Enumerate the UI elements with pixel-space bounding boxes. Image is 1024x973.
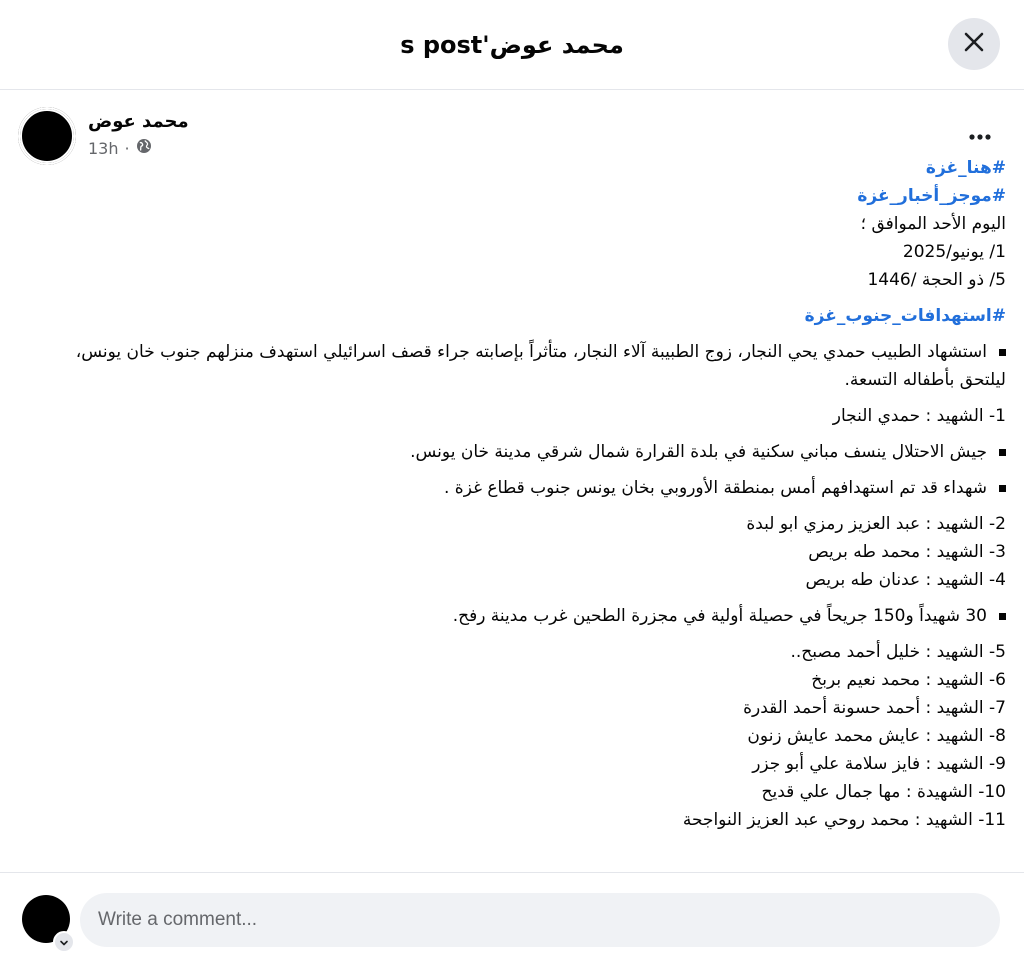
- modal-title: محمد عوض's post: [400, 31, 624, 59]
- martyr-line: 7- الشهيد : أحمد حسونة أحمد القدرة: [743, 698, 1006, 718]
- post-scroll-area[interactable]: [0, 90, 1024, 872]
- bullet-text: 30 شهيداً و150 جريحاً في حصيلة أولية في مجزرة الطحين غرب مدينة رفح.: [452, 606, 987, 626]
- close-button[interactable]: [948, 18, 1000, 70]
- bullet-text: شهداء قد تم استهدافهم أمس بمنطقة الأوروبي بخان يونس جنوب قطاع غزة .: [443, 478, 987, 498]
- chevron-down-icon: [59, 933, 69, 952]
- post-text-line: 1/ يونيو/2025: [902, 242, 1006, 262]
- martyr-line: 11- الشهيد : محمد روحي عبد العزيز النواجحة: [682, 810, 1006, 830]
- martyr-line: 6- الشهيد : محمد نعيم بربخ: [811, 670, 1006, 690]
- meta-separator: ·: [124, 139, 130, 158]
- martyr-line: 1- الشهيد : حمدي النجار: [832, 406, 1006, 426]
- close-icon: [962, 30, 986, 58]
- martyr-line: 10- الشهيدة : مها جمال علي قديح: [761, 782, 1006, 802]
- bullet-item: [40, 602, 1006, 630]
- martyr-line: 2- الشهيد : عبد العزيز رمزي ابو لبدة: [746, 514, 1006, 534]
- hashtag-link[interactable]: #هنا_غزة: [925, 158, 1006, 178]
- comment-input[interactable]: [80, 893, 1000, 947]
- bullet-item: [40, 438, 1006, 466]
- modal-header: [0, 0, 1024, 90]
- martyr-line: 9- الشهيد : فايز سلامة علي أبو جزر: [752, 754, 1006, 774]
- post-body: [40, 154, 1006, 834]
- martyr-line: 8- الشهيد : عايش محمد عايش زنون: [747, 726, 1006, 746]
- profile-switch-button[interactable]: [53, 931, 75, 953]
- bullet-square-icon: [999, 349, 1006, 356]
- hashtag-link[interactable]: #موجز_أخبار_غزة: [857, 186, 1006, 206]
- bullet-square-icon: [999, 449, 1006, 456]
- bullet-square-icon: [999, 613, 1006, 620]
- bullet-square-icon: [999, 485, 1006, 492]
- more-options-button[interactable]: [958, 120, 1002, 148]
- martyr-line: 3- الشهيد : محمد طه بريص: [808, 542, 1006, 562]
- more-icon: [968, 125, 992, 144]
- post-text-line: 5/ ذو الحجة /1446: [867, 270, 1006, 290]
- bullet-item: [40, 338, 1006, 394]
- bullet-text: جيش الاحتلال ينسف مباني سكنية في بلدة القرارة شمال شرقي مدينة خان يونس.: [410, 442, 987, 462]
- martyr-line: 5- الشهيد : خليل أحمد مصبح..: [790, 642, 1006, 662]
- post-text-line: اليوم الأحد الموافق ؛: [860, 214, 1006, 234]
- hashtag-link[interactable]: #استهدافات_جنوب_غزة: [804, 306, 1006, 326]
- martyr-line: 4- الشهيد : عدنان طه بريص: [805, 570, 1006, 590]
- author-name[interactable]: محمد عوض: [88, 111, 189, 132]
- bullet-item: [40, 474, 1006, 502]
- post-time[interactable]: 13h: [88, 139, 119, 158]
- comment-composer: [0, 872, 1024, 973]
- bullet-text: استشهاد الطبيب حمدي يحي النجار، زوج الطبيبة آلاء النجار، متأثراً بإصابته جراء قصف اسرائيلي استهدف منزلهم جنوب خان يونس، ليلتحق بأطفاله التسعة.: [75, 342, 1006, 390]
